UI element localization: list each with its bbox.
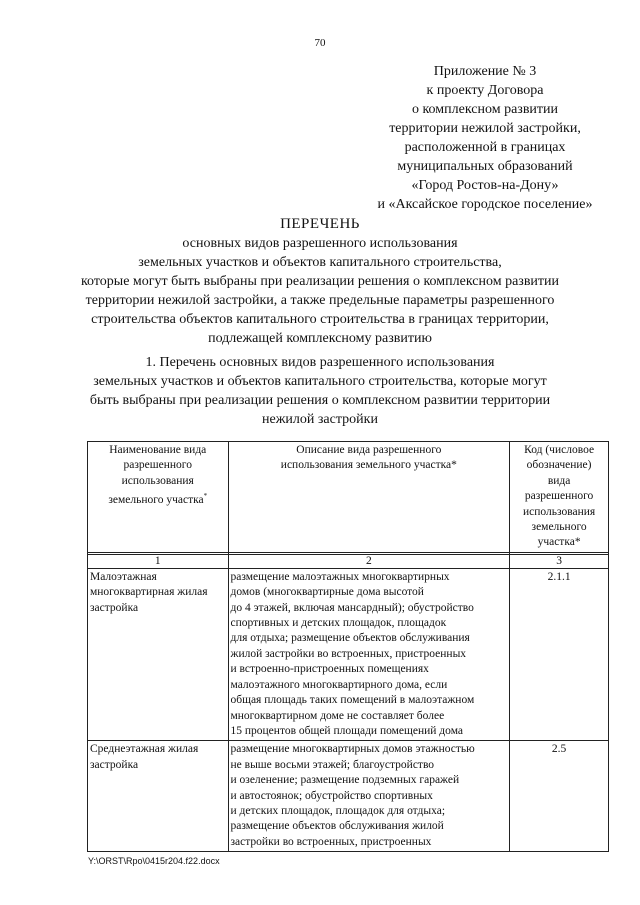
header-name xyxy=(88,442,229,553)
title-heading: ПЕРЕЧЕНЬ xyxy=(280,216,360,232)
title-line: которые могут быть выбраны при реализации решения о комплексном развитии xyxy=(80,274,560,289)
title-line: подлежащей комплексному развитию xyxy=(208,331,432,346)
cell-text: размещение объектов обслуживания жилой xyxy=(230,820,444,833)
column-number: 1 xyxy=(88,554,229,568)
header-text: разрешенного xyxy=(123,459,192,472)
header-code xyxy=(510,442,609,553)
section-line: земельных участков и объектов капитального строительства, которые могут xyxy=(93,374,547,389)
cell-text: застройка xyxy=(90,758,139,771)
cell-text: застройка xyxy=(90,601,139,614)
appendix-line: муниципальных образований xyxy=(397,159,573,174)
land-use-description xyxy=(228,741,510,852)
appendix-line: «Город Ростов-на-Дону» xyxy=(411,178,559,193)
page-number: 70 xyxy=(314,37,326,49)
cell-text: размещение многоквартирных домов этажностью xyxy=(230,743,475,756)
appendix-line: территории нежилой застройки, xyxy=(389,121,581,136)
file-path-footer: Y:\ORST\Rpo\0415r204.f22.docx xyxy=(88,856,220,866)
column-number-row xyxy=(88,554,609,568)
land-use-table xyxy=(87,441,609,852)
cell-text: жилой застройки во встроенных, пристроенных xyxy=(230,647,467,660)
appendix-line: о комплексном развитии xyxy=(411,102,559,117)
land-use-description xyxy=(228,568,510,740)
cell-text: многоквартирном доме не составляет более xyxy=(230,709,445,722)
header-text: разрешенного xyxy=(524,490,594,503)
cell-text: общая площадь таких помещений в малоэтажном xyxy=(230,694,475,707)
title-line: строительства объектов капитального строительства в границах территории, xyxy=(91,312,549,327)
header-text: вида xyxy=(547,474,571,487)
header-text: использования xyxy=(522,505,596,518)
section-line: 1. Перечень основных видов разрешенного использования xyxy=(145,355,495,370)
cell-text: малоэтажного многоквартирного дома, если xyxy=(230,678,448,691)
land-use-code: 2.1.1 xyxy=(510,568,609,740)
header-text: земельного участка xyxy=(108,494,204,507)
title-line: основных видов разрешенного использования xyxy=(182,236,458,251)
land-use-name xyxy=(88,741,229,852)
cell-text: не выше восьми этажей; благоустройство xyxy=(230,758,435,771)
land-use-code: 2.5 xyxy=(510,741,609,852)
cell-text: до 4 этажей, включая мансардный); обустройство xyxy=(230,601,474,614)
cell-text: многоквартирная жилая xyxy=(90,586,208,599)
header-description xyxy=(228,442,510,553)
cell-text: домов (многоквартирные дома высотой xyxy=(230,586,424,599)
cell-text: и автостоянок; обустройство спортивных xyxy=(230,789,433,802)
section-line: быть выбраны при реализации решения о комплексном развитии территории xyxy=(89,393,551,408)
cell-text: спортивных и детских площадок, площадок xyxy=(230,617,447,630)
header-text: Описание вида разрешенного xyxy=(296,444,442,456)
appendix-line: Приложение № 3 xyxy=(433,64,537,79)
header-text: Наименование вида xyxy=(109,444,207,456)
footnote-mark: * xyxy=(203,492,208,501)
cell-text: застройки во встроенных, пристроенных xyxy=(230,835,432,848)
table-header-row xyxy=(88,442,609,553)
header-text: Код (числовое xyxy=(524,444,595,456)
table-row xyxy=(88,568,609,740)
land-use-name xyxy=(88,568,229,740)
cell-text: Малоэтажная xyxy=(90,570,157,583)
cell-text: и детских площадок, площадок для отдыха; xyxy=(230,804,446,817)
column-number: 3 xyxy=(510,554,609,568)
header-text: участка* xyxy=(537,536,581,549)
cell-text: и встроенно-пристроенных помещениях xyxy=(230,663,429,676)
cell-text: для отдыха; размещение объектов обслуживания xyxy=(230,632,470,645)
title-line: территории нежилой застройки, а также предельные параметры разрешенного xyxy=(85,293,555,308)
appendix-header xyxy=(330,62,640,214)
appendix-line: и «Аксайское городское поселение» xyxy=(377,197,593,212)
cell-text: Среднеэтажная жилая xyxy=(90,743,199,756)
table-row xyxy=(88,741,609,852)
title-line: земельных участков и объектов капитального строительства, xyxy=(138,255,502,270)
cell-text: размещение малоэтажных многоквартирных xyxy=(230,570,450,583)
appendix-line: расположенной в границах xyxy=(404,140,566,155)
section-line: нежилой застройки xyxy=(262,412,378,427)
header-text: использования xyxy=(121,474,194,487)
cell-text: и озеленение; размещение подземных гаражей xyxy=(230,774,460,787)
column-number: 2 xyxy=(228,554,510,568)
header-text: земельного xyxy=(531,521,587,534)
cell-text: 15 процентов общей площади помещений дома xyxy=(230,724,463,737)
document-title xyxy=(0,215,640,348)
header-text: обозначение) xyxy=(526,459,592,472)
appendix-line: к проекту Договора xyxy=(426,83,544,98)
section-heading xyxy=(0,353,640,429)
header-text: использования земельного участка* xyxy=(280,459,457,472)
